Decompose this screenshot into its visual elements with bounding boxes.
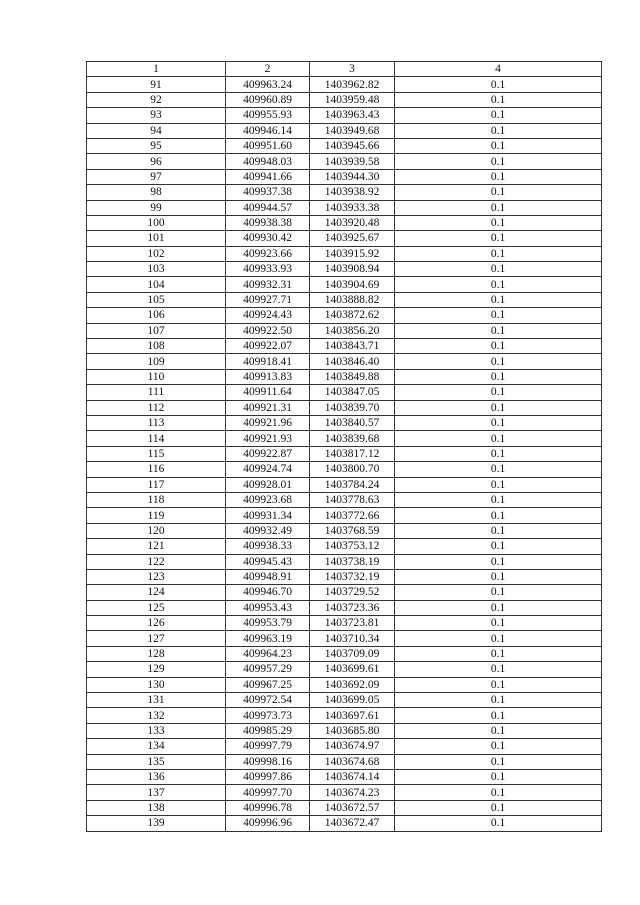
x-coordinate-cell: 409921.93 — [226, 431, 310, 446]
y-coordinate-cell: 1403778.63 — [310, 492, 395, 507]
table-row — [87, 646, 602, 661]
value-cell: 0.1 — [395, 554, 602, 569]
table-row — [87, 693, 602, 708]
table-row — [87, 754, 602, 769]
point-number-cell: 125 — [87, 600, 226, 615]
y-coordinate-cell: 1403904.69 — [310, 277, 395, 292]
point-number-cell: 117 — [87, 477, 226, 492]
value-cell: 0.1 — [395, 585, 602, 600]
x-coordinate-cell: 409963.19 — [226, 631, 310, 646]
table-row — [87, 308, 602, 323]
point-number-cell: 131 — [87, 693, 226, 708]
point-number-cell: 123 — [87, 569, 226, 584]
y-coordinate-cell: 1403843.71 — [310, 339, 395, 354]
table-row — [87, 446, 602, 461]
x-coordinate-cell: 409946.14 — [226, 123, 310, 138]
x-coordinate-cell: 409997.79 — [226, 739, 310, 754]
y-coordinate-cell: 1403672.57 — [310, 800, 395, 815]
table-row — [87, 569, 602, 584]
point-number-cell: 118 — [87, 492, 226, 507]
table-row — [87, 662, 602, 677]
value-cell: 0.1 — [395, 215, 602, 230]
x-coordinate-cell: 409957.29 — [226, 662, 310, 677]
table-row — [87, 292, 602, 307]
x-coordinate-cell: 409922.87 — [226, 446, 310, 461]
x-coordinate-cell: 409938.33 — [226, 539, 310, 554]
table-header-row — [87, 62, 602, 77]
y-coordinate-cell: 1403962.82 — [310, 77, 395, 92]
table-row — [87, 785, 602, 800]
x-coordinate-cell: 409948.91 — [226, 569, 310, 584]
point-number-cell: 98 — [87, 185, 226, 200]
table-row — [87, 123, 602, 138]
x-coordinate-cell: 409911.64 — [226, 385, 310, 400]
y-coordinate-cell: 1403784.24 — [310, 477, 395, 492]
x-coordinate-cell: 409921.96 — [226, 415, 310, 430]
column-header-2: 2 — [226, 62, 310, 77]
table-row — [87, 77, 602, 92]
x-coordinate-cell: 409967.25 — [226, 677, 310, 692]
table-row — [87, 323, 602, 338]
value-cell: 0.1 — [395, 600, 602, 615]
table-row — [87, 92, 602, 107]
x-coordinate-cell: 409941.66 — [226, 169, 310, 184]
x-coordinate-cell: 409918.41 — [226, 354, 310, 369]
value-cell: 0.1 — [395, 185, 602, 200]
table-row — [87, 231, 602, 246]
value-cell: 0.1 — [395, 708, 602, 723]
point-number-cell: 127 — [87, 631, 226, 646]
y-coordinate-cell: 1403888.82 — [310, 292, 395, 307]
value-cell: 0.1 — [395, 769, 602, 784]
x-coordinate-cell: 409924.43 — [226, 308, 310, 323]
y-coordinate-cell: 1403674.97 — [310, 739, 395, 754]
y-coordinate-cell: 1403847.05 — [310, 385, 395, 400]
point-number-cell: 109 — [87, 354, 226, 369]
table-row — [87, 769, 602, 784]
value-cell: 0.1 — [395, 77, 602, 92]
point-number-cell: 120 — [87, 523, 226, 538]
value-cell: 0.1 — [395, 231, 602, 246]
x-coordinate-cell: 409963.24 — [226, 77, 310, 92]
value-cell: 0.1 — [395, 754, 602, 769]
table-row — [87, 477, 602, 492]
table-row — [87, 262, 602, 277]
value-cell: 0.1 — [395, 123, 602, 138]
y-coordinate-cell: 1403710.34 — [310, 631, 395, 646]
point-number-cell: 106 — [87, 308, 226, 323]
value-cell: 0.1 — [395, 462, 602, 477]
table-row — [87, 277, 602, 292]
point-number-cell: 132 — [87, 708, 226, 723]
column-header-3: 3 — [310, 62, 395, 77]
table-row — [87, 739, 602, 754]
table-row — [87, 154, 602, 169]
y-coordinate-cell: 1403672.47 — [310, 816, 395, 831]
table-row — [87, 169, 602, 184]
table-row — [87, 616, 602, 631]
point-number-cell: 124 — [87, 585, 226, 600]
y-coordinate-cell: 1403939.58 — [310, 154, 395, 169]
x-coordinate-cell: 409931.34 — [226, 508, 310, 523]
y-coordinate-cell: 1403732.19 — [310, 569, 395, 584]
point-number-cell: 137 — [87, 785, 226, 800]
value-cell: 0.1 — [395, 369, 602, 384]
x-coordinate-cell: 409930.42 — [226, 231, 310, 246]
table-body — [87, 77, 602, 831]
point-number-cell: 92 — [87, 92, 226, 107]
table-row — [87, 816, 602, 831]
point-number-cell: 99 — [87, 200, 226, 215]
y-coordinate-cell: 1403945.66 — [310, 138, 395, 153]
y-coordinate-cell: 1403674.14 — [310, 769, 395, 784]
x-coordinate-cell: 409997.70 — [226, 785, 310, 800]
value-cell: 0.1 — [395, 816, 602, 831]
y-coordinate-cell: 1403772.66 — [310, 508, 395, 523]
x-coordinate-cell: 409922.07 — [226, 339, 310, 354]
point-number-cell: 113 — [87, 415, 226, 430]
x-coordinate-cell: 409923.68 — [226, 492, 310, 507]
x-coordinate-cell: 409924.74 — [226, 462, 310, 477]
x-coordinate-cell: 409953.79 — [226, 616, 310, 631]
column-header-1: 1 — [87, 62, 226, 77]
value-cell: 0.1 — [395, 431, 602, 446]
table-row — [87, 185, 602, 200]
x-coordinate-cell: 409998.16 — [226, 754, 310, 769]
table-row — [87, 339, 602, 354]
point-number-cell: 100 — [87, 215, 226, 230]
x-coordinate-cell: 409955.93 — [226, 108, 310, 123]
y-coordinate-cell: 1403920.48 — [310, 215, 395, 230]
value-cell: 0.1 — [395, 292, 602, 307]
y-coordinate-cell: 1403723.36 — [310, 600, 395, 615]
y-coordinate-cell: 1403699.61 — [310, 662, 395, 677]
value-cell: 0.1 — [395, 200, 602, 215]
value-cell: 0.1 — [395, 662, 602, 677]
x-coordinate-cell: 409932.31 — [226, 277, 310, 292]
value-cell: 0.1 — [395, 631, 602, 646]
x-coordinate-cell: 409946.70 — [226, 585, 310, 600]
value-cell: 0.1 — [395, 492, 602, 507]
y-coordinate-cell: 1403729.52 — [310, 585, 395, 600]
table-row — [87, 462, 602, 477]
point-number-cell: 129 — [87, 662, 226, 677]
point-number-cell: 126 — [87, 616, 226, 631]
value-cell: 0.1 — [395, 415, 602, 430]
point-number-cell: 112 — [87, 400, 226, 415]
y-coordinate-cell: 1403856.20 — [310, 323, 395, 338]
table-row — [87, 400, 602, 415]
y-coordinate-cell: 1403697.61 — [310, 708, 395, 723]
y-coordinate-cell: 1403849.88 — [310, 369, 395, 384]
x-coordinate-cell: 409913.83 — [226, 369, 310, 384]
value-cell: 0.1 — [395, 677, 602, 692]
point-number-cell: 115 — [87, 446, 226, 461]
table-row — [87, 354, 602, 369]
x-coordinate-cell: 409951.60 — [226, 138, 310, 153]
point-number-cell: 96 — [87, 154, 226, 169]
point-number-cell: 101 — [87, 231, 226, 246]
value-cell: 0.1 — [395, 277, 602, 292]
table-row — [87, 215, 602, 230]
table-row — [87, 138, 602, 153]
x-coordinate-cell: 409945.43 — [226, 554, 310, 569]
coordinates-table — [86, 61, 602, 832]
x-coordinate-cell: 409933.93 — [226, 262, 310, 277]
table-row — [87, 554, 602, 569]
table-row — [87, 585, 602, 600]
value-cell: 0.1 — [395, 354, 602, 369]
point-number-cell: 93 — [87, 108, 226, 123]
value-cell: 0.1 — [395, 385, 602, 400]
point-number-cell: 102 — [87, 246, 226, 261]
table-row — [87, 246, 602, 261]
column-header-4: 4 — [395, 62, 602, 77]
point-number-cell: 91 — [87, 77, 226, 92]
y-coordinate-cell: 1403925.67 — [310, 231, 395, 246]
point-number-cell: 116 — [87, 462, 226, 477]
table-row — [87, 415, 602, 430]
table-row — [87, 508, 602, 523]
table-row — [87, 369, 602, 384]
y-coordinate-cell: 1403839.68 — [310, 431, 395, 446]
y-coordinate-cell: 1403938.92 — [310, 185, 395, 200]
x-coordinate-cell: 409948.03 — [226, 154, 310, 169]
value-cell: 0.1 — [395, 400, 602, 415]
y-coordinate-cell: 1403839.70 — [310, 400, 395, 415]
table-row — [87, 539, 602, 554]
x-coordinate-cell: 409937.38 — [226, 185, 310, 200]
y-coordinate-cell: 1403872.62 — [310, 308, 395, 323]
table-row — [87, 108, 602, 123]
y-coordinate-cell: 1403685.80 — [310, 723, 395, 738]
x-coordinate-cell: 409985.29 — [226, 723, 310, 738]
point-number-cell: 105 — [87, 292, 226, 307]
x-coordinate-cell: 409960.89 — [226, 92, 310, 107]
x-coordinate-cell: 409964.23 — [226, 646, 310, 661]
value-cell: 0.1 — [395, 308, 602, 323]
x-coordinate-cell: 409944.57 — [226, 200, 310, 215]
table-row — [87, 200, 602, 215]
x-coordinate-cell: 409927.71 — [226, 292, 310, 307]
value-cell: 0.1 — [395, 262, 602, 277]
y-coordinate-cell: 1403959.48 — [310, 92, 395, 107]
value-cell: 0.1 — [395, 508, 602, 523]
y-coordinate-cell: 1403949.68 — [310, 123, 395, 138]
x-coordinate-cell: 409928.01 — [226, 477, 310, 492]
point-number-cell: 114 — [87, 431, 226, 446]
value-cell: 0.1 — [395, 246, 602, 261]
value-cell: 0.1 — [395, 154, 602, 169]
point-number-cell: 110 — [87, 369, 226, 384]
y-coordinate-cell: 1403915.92 — [310, 246, 395, 261]
point-number-cell: 108 — [87, 339, 226, 354]
y-coordinate-cell: 1403699.05 — [310, 693, 395, 708]
point-number-cell: 138 — [87, 800, 226, 815]
y-coordinate-cell: 1403692.09 — [310, 677, 395, 692]
x-coordinate-cell: 409923.66 — [226, 246, 310, 261]
y-coordinate-cell: 1403768.59 — [310, 523, 395, 538]
point-number-cell: 133 — [87, 723, 226, 738]
point-number-cell: 97 — [87, 169, 226, 184]
y-coordinate-cell: 1403908.94 — [310, 262, 395, 277]
value-cell: 0.1 — [395, 169, 602, 184]
y-coordinate-cell: 1403963.43 — [310, 108, 395, 123]
y-coordinate-cell: 1403753.12 — [310, 539, 395, 554]
table-row — [87, 723, 602, 738]
x-coordinate-cell: 409938.38 — [226, 215, 310, 230]
point-number-cell: 130 — [87, 677, 226, 692]
value-cell: 0.1 — [395, 800, 602, 815]
value-cell: 0.1 — [395, 446, 602, 461]
table-row — [87, 800, 602, 815]
value-cell: 0.1 — [395, 693, 602, 708]
table-row — [87, 385, 602, 400]
x-coordinate-cell: 409997.86 — [226, 769, 310, 784]
value-cell: 0.1 — [395, 569, 602, 584]
point-number-cell: 103 — [87, 262, 226, 277]
value-cell: 0.1 — [395, 523, 602, 538]
y-coordinate-cell: 1403944.30 — [310, 169, 395, 184]
point-number-cell: 111 — [87, 385, 226, 400]
point-number-cell: 119 — [87, 508, 226, 523]
y-coordinate-cell: 1403800.70 — [310, 462, 395, 477]
value-cell: 0.1 — [395, 739, 602, 754]
point-number-cell: 94 — [87, 123, 226, 138]
table-row — [87, 431, 602, 446]
x-coordinate-cell: 409996.96 — [226, 816, 310, 831]
point-number-cell: 95 — [87, 138, 226, 153]
y-coordinate-cell: 1403674.68 — [310, 754, 395, 769]
point-number-cell: 134 — [87, 739, 226, 754]
value-cell: 0.1 — [395, 646, 602, 661]
table-row — [87, 600, 602, 615]
point-number-cell: 136 — [87, 769, 226, 784]
value-cell: 0.1 — [395, 138, 602, 153]
x-coordinate-cell: 409921.31 — [226, 400, 310, 415]
value-cell: 0.1 — [395, 616, 602, 631]
value-cell: 0.1 — [395, 92, 602, 107]
table-row — [87, 523, 602, 538]
value-cell: 0.1 — [395, 723, 602, 738]
point-number-cell: 121 — [87, 539, 226, 554]
y-coordinate-cell: 1403933.38 — [310, 200, 395, 215]
x-coordinate-cell: 409932.49 — [226, 523, 310, 538]
table-row — [87, 492, 602, 507]
y-coordinate-cell: 1403817.12 — [310, 446, 395, 461]
x-coordinate-cell: 409972.54 — [226, 693, 310, 708]
table-row — [87, 708, 602, 723]
value-cell: 0.1 — [395, 785, 602, 800]
y-coordinate-cell: 1403723.81 — [310, 616, 395, 631]
y-coordinate-cell: 1403846.40 — [310, 354, 395, 369]
x-coordinate-cell: 409973.73 — [226, 708, 310, 723]
y-coordinate-cell: 1403709.09 — [310, 646, 395, 661]
y-coordinate-cell: 1403738.19 — [310, 554, 395, 569]
point-number-cell: 107 — [87, 323, 226, 338]
value-cell: 0.1 — [395, 539, 602, 554]
x-coordinate-cell: 409953.43 — [226, 600, 310, 615]
value-cell: 0.1 — [395, 323, 602, 338]
y-coordinate-cell: 1403674.23 — [310, 785, 395, 800]
x-coordinate-cell: 409996.78 — [226, 800, 310, 815]
value-cell: 0.1 — [395, 108, 602, 123]
value-cell: 0.1 — [395, 477, 602, 492]
point-number-cell: 128 — [87, 646, 226, 661]
table-row — [87, 631, 602, 646]
point-number-cell: 139 — [87, 816, 226, 831]
value-cell: 0.1 — [395, 339, 602, 354]
x-coordinate-cell: 409922.50 — [226, 323, 310, 338]
point-number-cell: 122 — [87, 554, 226, 569]
point-number-cell: 135 — [87, 754, 226, 769]
table-row — [87, 677, 602, 692]
point-number-cell: 104 — [87, 277, 226, 292]
y-coordinate-cell: 1403840.57 — [310, 415, 395, 430]
